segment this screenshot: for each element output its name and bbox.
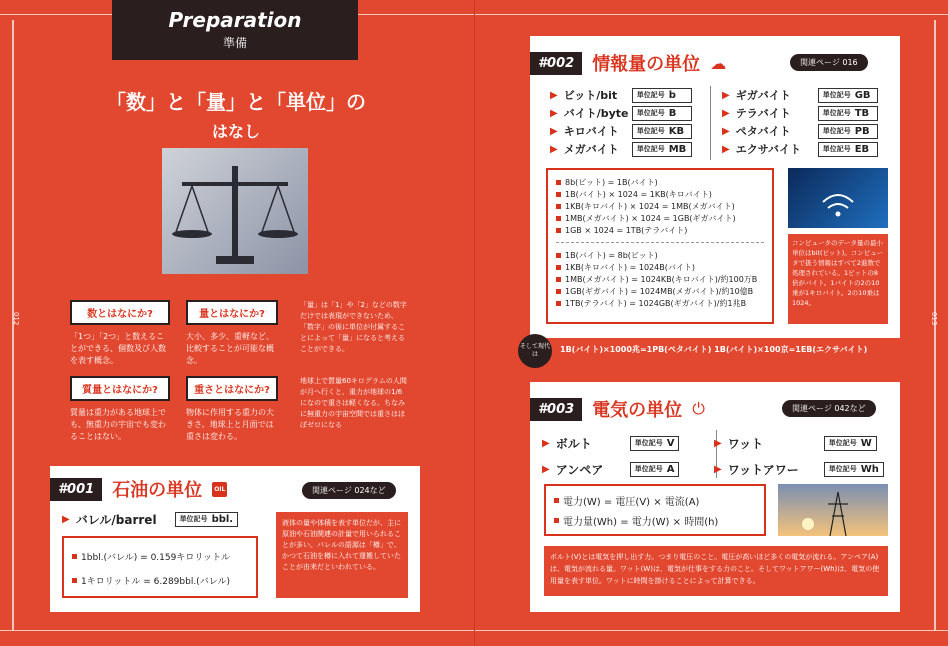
- data-description: コンピュータのデータ量の最小単位はbit(ビット)。コンピュータで扱う情報はすべて2進数で処理されている。1ビットの8倍がバイト。1バイトの2の10乗が1キロバイト。2の10乗は1024。: [788, 234, 888, 324]
- section-electric: #003 電気の単位 ⏻ 関連ページ 042など ▶ ボルト 単位記号 V ▶ アンペア 単位記号 A ▶ ワット 単位記号 W ▶ ワットアワー 単位記号 Wh 電力(W) = 電圧(V) × 電流(A) 電力量(Wh) = 電力(W) × 時間(h) ボルト(V)とは電気を押し出す力。つまり電圧のこと。電圧が高いほど多くの電気が流れる。アンペア(A)は、電気が流れる量。ワット(W)は、電気が仕事をする力のこと。そしてワットアワー(Wh)は、電気の使用量を表す単位。ワットに時間を掛けることによって計算できる。: [530, 382, 900, 612]
- oil-description: 液体の量や体積を表す単位だが、主に原油や石油関連の計量で用いられることが多い。バレルの語源は「樽」で、かつて石油を樽に入れて運搬していたことが由来だといわれている。: [276, 512, 408, 598]
- page-headline: 「数」と「量」と「単位」の はなし: [106, 90, 366, 141]
- header-title: Preparation: [168, 8, 302, 32]
- section-number: #002: [530, 52, 582, 75]
- electric-equations: 電力(W) = 電圧(V) × 電流(A) 電力量(Wh) = 電力(W) × 時間(h): [544, 484, 766, 536]
- network-image: [788, 168, 888, 228]
- section-title: 電気の単位: [592, 400, 683, 421]
- modern-badge: そして現代は: [518, 334, 552, 368]
- unit-symbol: 単位記号 bbl.: [175, 512, 239, 527]
- cloud-network-icon: ☁: [710, 53, 727, 73]
- section-data: #002 情報量の単位 ☁ 関連ページ 016 ▶ ビット/bit 単位記号 b ▶ バイト/byte 単位記号 B ▶ キロバイト 単位記号 KB ▶ メガバイト 単位記号 MB ▶ ギガバイト 単位記号 GB ▶ テラバイト 単位記号 TB ▶ ペタバイト 単位記号 PB ▶ エクサバイト 単位記号 EB 8b(ビット) = 1B(バイト) 1B(バイト) × 1024 = 1KB(キロバイト) 1KB(キロバイト) × 1024 = 1MB(メガバイト) 1MB(メガバイト) × 1024 = 1GB(ギガバイト) 1GB × 1024 = 1TB(テラバイト) 1B(バイト) = 8b(ビット) 1KB(キロバイト) = 1024B(バイト) 1MB(メガバイト) = 1024KB(キロバイト)/約100万B 1GB(ギガバイト) = 1024MB(メガバイト)/約10億B 1TB(テラバイト) = 1024GB(ギガバイト)/約1兆B コンピュータのデータ量の最小単位はbit(ビット)。コンピュータで扱う情報はすべて2進数で処理されている。1ビットの8倍がバイト。1バイトの2の10乗が1キロバイト。2の10乗は1024。: [530, 36, 900, 338]
- card-kazu: 数とはなにか? 「1つ」「2つ」と数えることができる、個数及び人数を表す概念。: [70, 300, 170, 367]
- section-number: #001: [50, 478, 102, 501]
- power-tower-image: [778, 484, 888, 536]
- plug-icon: ⏻: [692, 399, 705, 418]
- section-title: 石油の単位: [112, 480, 203, 501]
- related-page-button[interactable]: 関連ページ 024など: [302, 482, 396, 499]
- section-title: 情報量の単位: [592, 54, 701, 75]
- card-shitsuryou: 質量とはなにか? 質量は重力がある地球上でも、無重力の宇宙でも変わることはない。: [70, 376, 170, 443]
- oil-drum-icon: OIL: [212, 482, 227, 497]
- related-page-button[interactable]: 関連ページ 042など: [782, 400, 876, 417]
- modern-summary: 1B(バイト)×1000兆=1PB(ペタバイト) 1B(バイト)×100京=1EB(エクサバイト): [560, 345, 868, 354]
- header-subtitle: 準備: [222, 36, 247, 50]
- card-ryou: 量とはなにか? 大小、多少、重軽など、比較することが可能な概念。: [186, 300, 278, 367]
- card-omosa: 重さとはなにか? 物体に作用する重力の大きさ。地球上と月面では重さは変わる。: [186, 376, 278, 443]
- note-omosa: 地球上で質量60キログラムの人間が月へ行くと、重力が地球の1/6になので重さは軽くなる。ちなみに無重力の宇宙空間では重さはほぼゼロになる: [300, 377, 407, 429]
- unit-name: バレル/barrel: [75, 512, 157, 527]
- triangle-icon: ▶: [62, 513, 70, 525]
- section-number: #003: [530, 398, 582, 421]
- section-oil: [50, 466, 420, 612]
- page-number-left: 012: [12, 312, 20, 326]
- electric-description: ボルト(V)とは電気を押し出す力。つまり電圧のこと。電圧が高いほど多くの電気が流れる。アンペア(A)は、電気が流れる量。ワット(W)は、電気が仕事をする力のこと。そしてワットアワー(Wh)は、電気の使用量を表す単位。ワットに時間を掛けることによって計算できる。: [544, 546, 888, 596]
- data-equations: 8b(ビット) = 1B(バイト) 1B(バイト) × 1024 = 1KB(キロバイト) 1KB(キロバイト) × 1024 = 1MB(メガバイト) 1MB(メガバイト) × 1024 = 1GB(ギガバイト) 1GB × 1024 = 1TB(テラバイト) 1B(バイト) = 8b(ビット) 1KB(キロバイト) = 1024B(バイト) 1MB(メガバイト) = 1024KB(キロバイト)/約100万B 1GB(ギガバイト) = 1024MB(メガバイト)/約10億B 1TB(テラバイト) = 1024GB(ギガバイト)/約1兆B: [546, 168, 774, 324]
- page-number-right: 013: [930, 312, 938, 326]
- oil-equations: 1bbl.(バレル) = 0.159キロリットル 1キロリットル = 6.289bbl.(バレル): [62, 536, 258, 598]
- related-page-button[interactable]: 関連ページ 016: [790, 54, 868, 71]
- header-banner: [112, 0, 358, 60]
- scale-image: [162, 148, 308, 274]
- note-ryou: 「量」は「1」や「2」などの数字だけでは表現ができないため、「数字」の後に単位が付属することによって「量」になると考えることができる。: [300, 301, 407, 353]
